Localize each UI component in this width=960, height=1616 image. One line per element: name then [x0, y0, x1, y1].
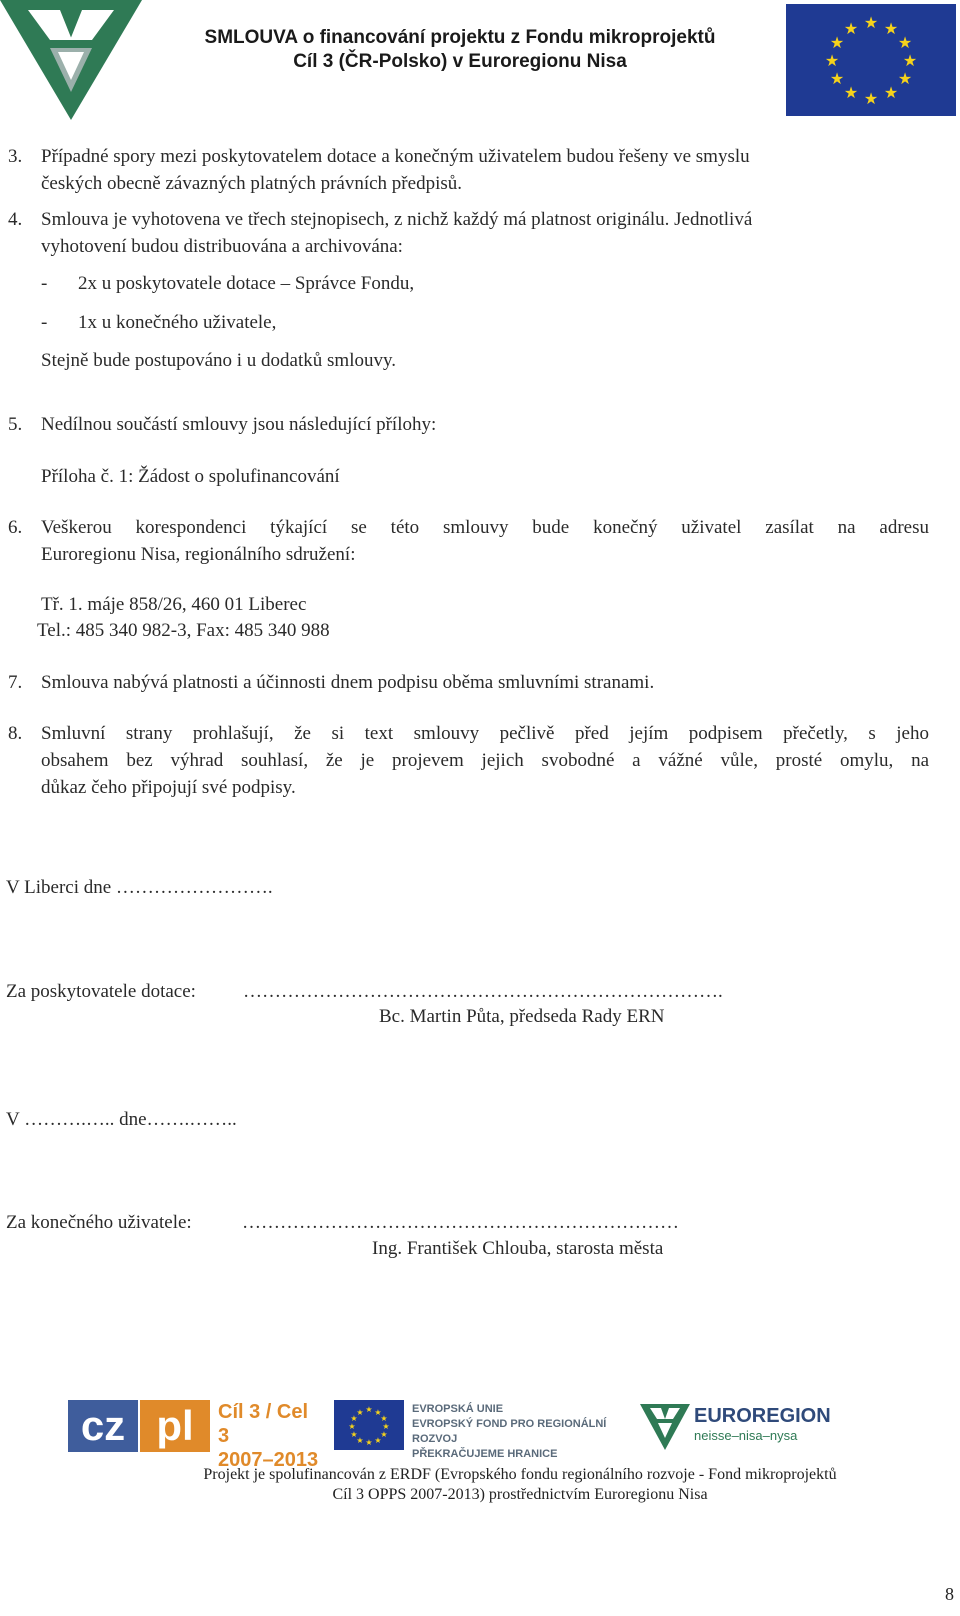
- item-3-text: [41, 143, 941, 197]
- header-title-line1: SMLOUVA o financování projektu z Fondu mikroprojektů: [204, 27, 716, 48]
- eu-text-line1: EVROPSKÁ UNIE: [412, 1403, 504, 1415]
- svg-text:★: ★: [356, 1436, 364, 1445]
- item-5-line1: Nedílnou součástí smlouvy jsou následující přílohy:: [41, 414, 437, 435]
- item-4-dash-1: 2x u poskytovatele dotace – Správce Fondu,: [78, 273, 415, 294]
- footer-note: [130, 1465, 910, 1505]
- footer-line2: Cíl 3 OPPS 2007-2013) prostřednictvím Euroregionu Nisa: [332, 1486, 708, 1503]
- svg-text:★: ★: [348, 1422, 356, 1431]
- svg-text:★: ★: [365, 1438, 373, 1447]
- logo-cil3-line1: Cíl 3 / Cel 3: [218, 1401, 309, 1447]
- euroregion-subtitle: neisse–nisa–nysa: [694, 1428, 798, 1443]
- item-8-number: 8.: [8, 723, 23, 744]
- header-title-line2: Cíl 3 (ČR-Polsko) v Euroregionu Nisa: [293, 51, 627, 72]
- logo-pl-text: pl: [156, 1402, 194, 1449]
- item-4-dash-2: 1x u konečného uživatele,: [78, 312, 277, 333]
- item-3-line1: Případné spory mezi poskytovatelem dotace a konečným uživatelem budou řešeny ve smyslu: [41, 146, 750, 167]
- item-5-number: 5.: [8, 414, 23, 435]
- svg-text:★: ★: [843, 83, 859, 102]
- svg-text:★: ★: [897, 33, 913, 52]
- euroregion-title: EUROREGION: [694, 1405, 831, 1427]
- item-8-line1: Smluvní strany prohlašují, že si text smlouvy pečlivě před jejím podpisem přečetly, s jeho: [41, 723, 929, 744]
- svg-text:★: ★: [365, 1405, 373, 1414]
- euroregion-triangle-icon: [0, 0, 142, 120]
- logo-pl: [140, 1400, 210, 1452]
- logo-cil3: [218, 1400, 322, 1471]
- item-6-line1: Veškerou korespondenci týkající se této smlouvy bude konečný uživatel zasílat na adresu: [41, 517, 929, 538]
- logo-cil3-line2: 2007–2013: [218, 1449, 319, 1471]
- logo-cz-text: cz: [80, 1402, 126, 1449]
- svg-text:★: ★: [374, 1436, 382, 1445]
- user-name: Ing. František Chlouba, starosta města: [372, 1238, 664, 1259]
- eu-text-line3: PŘEKRAČUJEME HRANICE: [412, 1448, 558, 1460]
- item-5-attachment: Příloha č. 1: Žádost o spolufinancování: [41, 466, 340, 487]
- item-4-line2: vyhotovení budou distribuována a archivována:: [41, 236, 403, 257]
- provider-label: Za poskytovatele dotace:: [6, 981, 196, 1002]
- svg-text:★: ★: [374, 1408, 382, 1417]
- svg-text:★: ★: [843, 19, 859, 38]
- item-8-line2: obsahem bez výhrad souhlasí, že je projevem jejich svobodné a vážné vůle, prosté omylu, na: [41, 750, 929, 771]
- euroregion-text: [694, 1404, 834, 1444]
- item-4-text: [41, 206, 941, 260]
- item-6-contact: Tel.: 485 340 982-3, Fax: 485 340 988: [37, 620, 330, 641]
- eu-flag-small: [334, 1400, 404, 1450]
- item-6-address: Tř. 1. máje 858/26, 460 01 Liberec: [41, 594, 307, 615]
- provider-name: Bc. Martin Půta, předseda Rady ERN: [379, 1006, 665, 1027]
- place-date-2: V ……….….. dne…….……..: [6, 1109, 237, 1130]
- place-date-1: V Liberci dne …………………….: [6, 877, 273, 898]
- dash-mark-2: -: [41, 312, 48, 333]
- provider-signature-line: ………………………………………………………………….: [243, 981, 723, 1002]
- item-3-number: 3.: [8, 146, 23, 167]
- svg-text:★: ★: [824, 51, 840, 70]
- svg-text:★: ★: [380, 1414, 388, 1423]
- eu-stars-icon: [786, 4, 956, 116]
- item-6-number: 6.: [8, 517, 23, 538]
- svg-text:★: ★: [829, 69, 845, 88]
- svg-text:★: ★: [829, 33, 845, 52]
- svg-text:★: ★: [883, 19, 899, 38]
- eu-text-line2: EVROPSKÝ FOND PRO REGIONÁLNÍ ROZVOJ: [412, 1418, 607, 1445]
- eu-flag-logo: [786, 4, 956, 116]
- svg-text:★: ★: [883, 83, 899, 102]
- svg-text:★: ★: [382, 1422, 390, 1431]
- euroregion-small-icon: [640, 1404, 690, 1450]
- logo-cz: [68, 1400, 138, 1452]
- item-4-line1: Smlouva je vyhotovena ve třech stejnopisech, z nichž každý má platnost originálu. Jednotlivá: [41, 209, 753, 230]
- user-label: Za konečného uživatele:: [6, 1212, 192, 1233]
- header-title: [150, 26, 770, 74]
- euroregion-small-logo: [640, 1404, 690, 1450]
- eu-fund-text: [412, 1402, 632, 1462]
- eu-stars-small-icon: [334, 1400, 404, 1450]
- item-4-note: Stejně bude postupováno i u dodatků smlouvy.: [41, 350, 396, 371]
- item-4-number: 4.: [8, 209, 23, 230]
- svg-text:★: ★: [350, 1430, 358, 1439]
- item-7-line1: Smlouva nabývá platnosti a účinnosti dnem podpisu oběma smluvními stranami.: [41, 672, 655, 693]
- svg-text:★: ★: [897, 69, 913, 88]
- svg-text:★: ★: [863, 89, 879, 108]
- page-number: 8: [945, 1584, 954, 1604]
- item-7-number: 7.: [8, 672, 23, 693]
- header-logo-euroregion: [0, 0, 142, 120]
- item-6-text: [41, 514, 929, 568]
- item-3-line2: českých obecně závazných platných právních předpisů.: [41, 173, 462, 194]
- footer-line1: Projekt je spolufinancován z ERDF (Evropského fondu regionálního rozvoje - Fond mikroprojektů: [203, 1466, 837, 1483]
- svg-text:★: ★: [863, 13, 879, 32]
- svg-text:★: ★: [356, 1408, 364, 1417]
- svg-text:★: ★: [902, 51, 918, 70]
- dash-mark-1: -: [41, 273, 48, 294]
- item-8-line3: důkaz čeho připojují své podpisy.: [41, 777, 296, 798]
- item-8-text: [41, 720, 929, 801]
- user-signature-line: ……………………………………………………………: [242, 1212, 679, 1233]
- svg-text:★: ★: [350, 1414, 358, 1423]
- svg-text:★: ★: [380, 1430, 388, 1439]
- item-6-line2: Euroregionu Nisa, regionálního sdružení:: [41, 544, 356, 565]
